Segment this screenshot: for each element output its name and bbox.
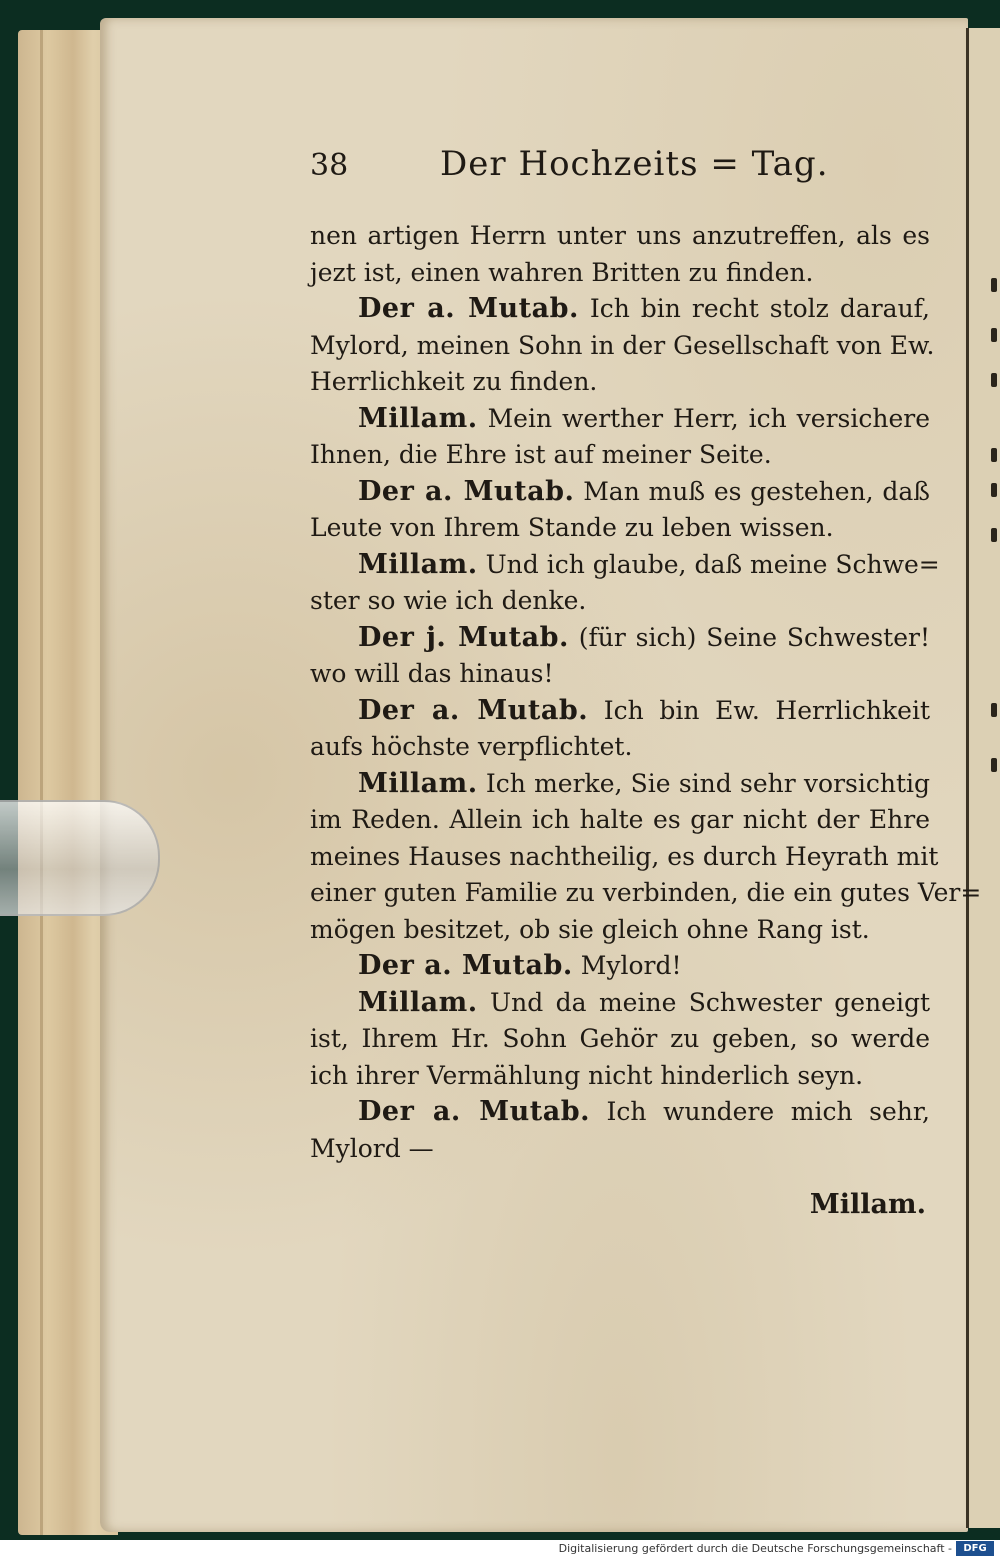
bleed-mark — [991, 328, 997, 342]
facing-page-edge — [966, 28, 1000, 1528]
line-text: Herrlichkeit zu finden. — [310, 367, 598, 396]
text-line — [310, 839, 939, 876]
line-text: meines Hauses nachtheilig, es durch Heyrath mit — [310, 841, 939, 871]
speaker-name: Der a. Mutab. — [358, 293, 579, 324]
text-line — [310, 1131, 930, 1168]
text-line — [310, 802, 930, 839]
page-header — [310, 140, 930, 200]
bleed-mark — [991, 373, 997, 387]
page-number: 38 — [310, 148, 349, 183]
line-text: Ich bin Ew. Herrlichkeit — [603, 695, 930, 725]
text-line — [310, 948, 930, 985]
line-text: Und da meine Schwester geneigt — [490, 987, 930, 1017]
text-line — [310, 1021, 930, 1058]
speaker-name: Der a. Mutab. — [358, 1096, 590, 1127]
text-line — [310, 766, 930, 803]
speaker-name: Der a. Mutab. — [358, 694, 589, 726]
text-line — [310, 328, 935, 365]
bleed-mark — [991, 483, 997, 497]
line-text: Ich merke, Sie sind sehr vorsichtig — [485, 768, 930, 798]
dfg-logo: DFG — [956, 1541, 994, 1556]
line-text: ich ihrer Vermählung nicht hinderlich seyn. — [310, 1060, 864, 1090]
page-text — [310, 140, 982, 1220]
running-title: Der Hochzeits = Tag. — [440, 144, 829, 184]
line-text: mögen besitzet, ob sie gleich ohne Rang ist. — [310, 914, 870, 944]
speaker-name: Millam. — [358, 548, 478, 580]
text-line — [310, 364, 930, 401]
speaker-name: Der a. Mutab. — [358, 475, 575, 507]
speaker-name: Millam. — [358, 767, 478, 799]
line-text: Mylord! — [580, 951, 682, 980]
text-lines — [310, 218, 982, 1167]
line-text: Mein werther Herr, ich versichere — [487, 403, 931, 433]
line-text: Man muß es gestehen, daß — [583, 476, 930, 506]
text-line — [310, 474, 930, 511]
page-holder-clip — [0, 800, 160, 916]
line-text: jezt ist, einen wahren Britten zu finden. — [310, 257, 814, 287]
text-line — [310, 291, 930, 328]
line-text: Ich bin recht stolz darauf, — [589, 294, 930, 323]
text-line — [310, 912, 930, 949]
footer-credit: Digitalisierung gefördert durch die Deutsche Forschungsgemeinschaft - — [558, 1542, 952, 1555]
text-line — [310, 1058, 930, 1095]
text-line — [310, 437, 930, 474]
text-line — [310, 729, 930, 766]
text-line — [310, 583, 930, 620]
line-text: Leute von Ihrem Stande zu leben wissen. — [310, 513, 834, 542]
text-line — [310, 1094, 930, 1131]
line-text: wo will das hinaus! — [310, 659, 554, 688]
bleed-mark — [991, 758, 997, 772]
line-text: Und ich glaube, daß meine Schwe= — [485, 549, 940, 579]
line-text: nen artigen Herrn unter uns anzutreffen, als es — [310, 221, 930, 250]
bleed-mark — [991, 448, 997, 462]
text-line — [310, 510, 930, 547]
speaker-name: Millam. — [358, 986, 478, 1018]
line-text: Mylord — — [310, 1133, 434, 1163]
text-line — [310, 547, 940, 584]
speaker-name: Der j. Mutab. — [358, 621, 569, 653]
text-line — [310, 255, 930, 292]
bleed-mark — [991, 528, 997, 542]
line-text: ster so wie ich denke. — [310, 586, 587, 615]
text-line — [310, 218, 930, 255]
line-text: aufs höchste verpflichtet. — [310, 732, 633, 761]
line-text: im Reden. Allein ich halte es gar nicht der Ehre — [310, 805, 930, 834]
speaker-name: Der a. Mutab. — [358, 950, 573, 981]
catchword: Millam. — [809, 1189, 926, 1220]
text-line — [310, 656, 930, 693]
speaker-name: Millam. — [358, 402, 478, 434]
line-text: Ich wundere mich sehr, — [606, 1097, 930, 1126]
bleed-mark — [991, 703, 997, 717]
footer-bar — [0, 1540, 1000, 1558]
line-text: einer guten Familie zu verbinden, die ein gutes Ver= — [310, 878, 982, 907]
text-line — [310, 620, 930, 657]
text-line — [310, 693, 930, 730]
text-line — [310, 401, 930, 438]
line-text: Mylord, meinen Sohn in der Gesellschaft von Ew. — [310, 330, 935, 360]
line-text: Ihnen, die Ehre ist auf meiner Seite. — [310, 440, 772, 469]
bleed-mark — [991, 278, 997, 292]
line-text: ist, Ihrem Hr. Sohn Gehör zu geben, so werde — [310, 1024, 930, 1053]
line-text: (für sich) Seine Schwester! — [578, 622, 930, 652]
text-line — [310, 985, 930, 1022]
text-line — [310, 875, 982, 912]
